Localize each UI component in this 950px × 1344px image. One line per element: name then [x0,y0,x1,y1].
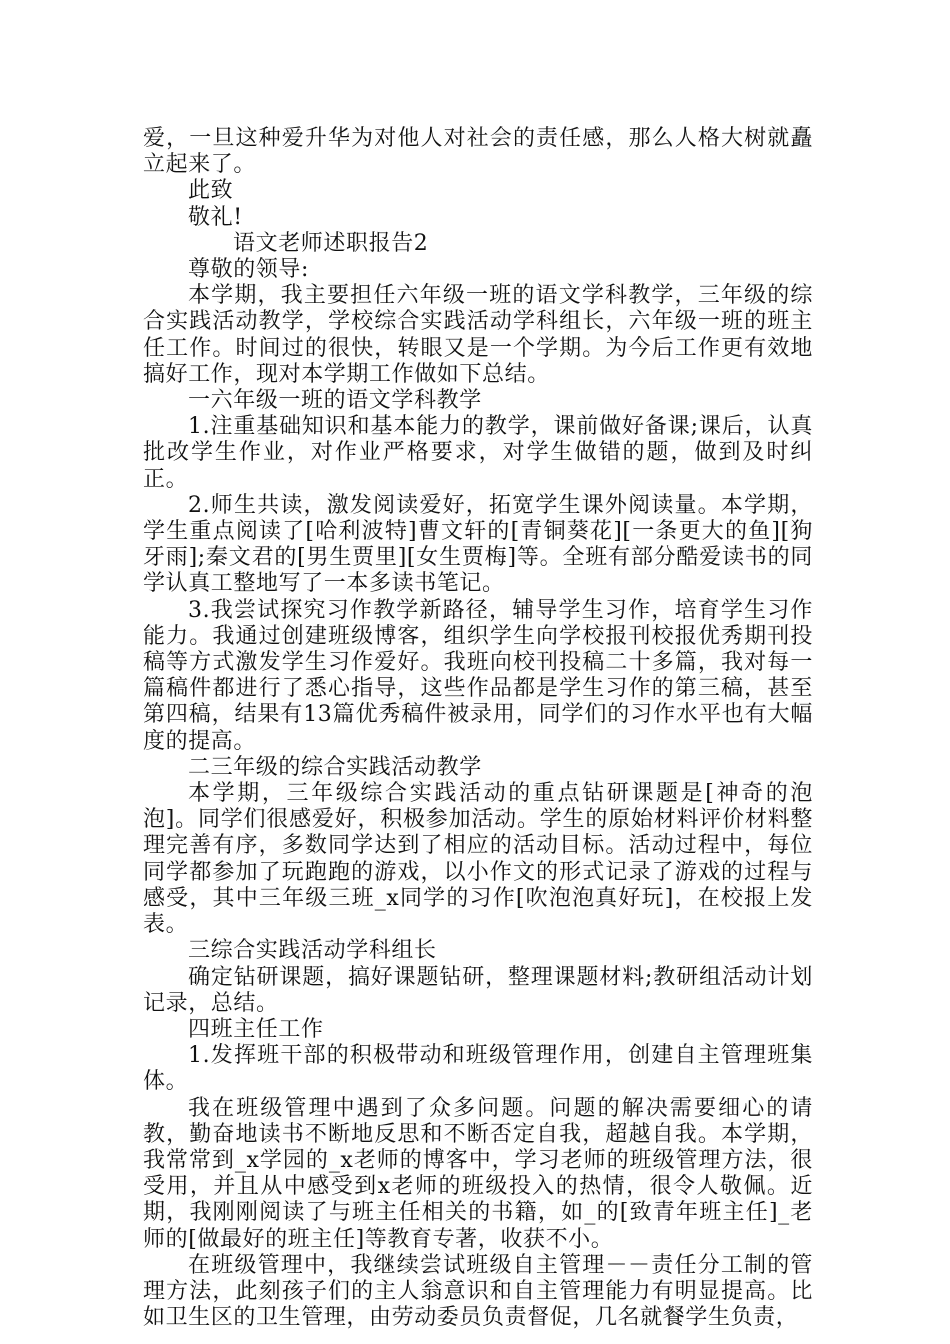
paragraph-item-1-2: 2.师生共读，激发阅读爱好，拓宽学生课外阅读量。本学期，学生重点阅读了[哈利波特]曹文轩的[青铜葵花][一条更大的鱼][狗牙雨];秦文君的[男生贾里][女生贾梅]等。全班有部分酷爱读书的同学认真工整地写了一本多读书笔记。 [143,492,813,597]
paragraph-greeting: 尊敬的领导: [188,257,310,283]
section-heading-2: 二三年级的综合实践活动教学 [188,754,482,780]
paragraph-salutation-cizhi: 此致 [188,178,234,204]
section-heading-1: 一六年级一班的语文学科教学 [188,388,482,414]
paragraph-item-1-1: 1.注重基础知识和基本能力的教学，课前做好备课;课后，认真批改学生作业，对作业严格要求，对学生做错的题，做到及时纠正。 [143,414,813,492]
report-title: 语文老师述职报告2 [233,230,429,256]
paragraph-section-2: 本学期，三年级综合实践活动的重点钻研课题是[神奇的泡泡]。同学们很感爱好，积极参加活动。学生的原始材料评价材料整理完善有序，多数同学达到了相应的活动目标。活动过程中，每位同学都参加了玩跑跑的游戏，以小作文的形式记录了游戏的过程与感受，其中三年级三班_x同学的习作[吹泡泡真好玩]，在校报上发表。 [143,781,813,938]
paragraph-item-1-3: 3.我尝试探究习作教学新路径，辅导学生习作，培育学生习作能力。我通过创建班级博客，组织学生向学校报刊校报优秀期刊投稿等方式激发学生习作爱好。我班向校刊投稿二十多篇，我对每一篇稿件都进行了悉心指导，这些作品都是学生习作的第三稿，甚至第四稿，结果有13篇优秀稿件被录用，同学们的习作水平也有大幅度的提高。 [143,597,813,754]
section-heading-3: 三综合实践活动学科组长 [188,938,437,964]
paragraph-section-4-b: 在班级管理中，我继续尝试班级自主管理－－责任分工制的管理方法，此刻孩子们的主人翁意识和自主管理能力有明显提高。比如卫生区的卫生管理，由劳动委员负责督促，几名就餐学生负责， [143,1252,813,1331]
section-heading-4: 四班主任工作 [188,1016,324,1042]
paragraph-closing-sentence: 爱，一旦这种爱升华为对他人对社会的责任感，那么人格大树就矗立起来了。 [143,126,813,178]
paragraph-section-3: 确定钻研课题，搞好课题钻研，整理课题材料;教研组活动计划记录，总结。 [143,964,813,1016]
paragraph-section-4-a: 我在班级管理中遇到了众多问题。问题的解决需要细心的请教，勤奋地读书不断地反思和不断否定自我，超越自我。本学期，我常常到_x学园的_x老师的博客中，学习老师的班级管理方法，很受用，并且从中感受到x老师的班级投入的热情，很令人敬佩。近期，我刚刚阅读了与班主任相关的书籍，如_的[致青年班主任]_老师的[做最好的班主任]等教育专著，收获不小。 [143,1095,813,1252]
document-body [143,126,813,1331]
paragraph-intro: 本学期，我主要担任六年级一班的语文学科教学，三年级的综合实践活动教学，学校综合实践活动学科组长，六年级一班的班主任工作。时间过的很快，转眼又是一个学期。为今后工作更有效地搞好工作，现对本学期工作做如下总结。 [143,283,813,387]
paragraph-item-4-1: 1.发挥班干部的积极带动和班级管理作用，创建自主管理班集体。 [143,1043,813,1095]
paragraph-salutation-jingli: 敬礼! [188,204,243,230]
